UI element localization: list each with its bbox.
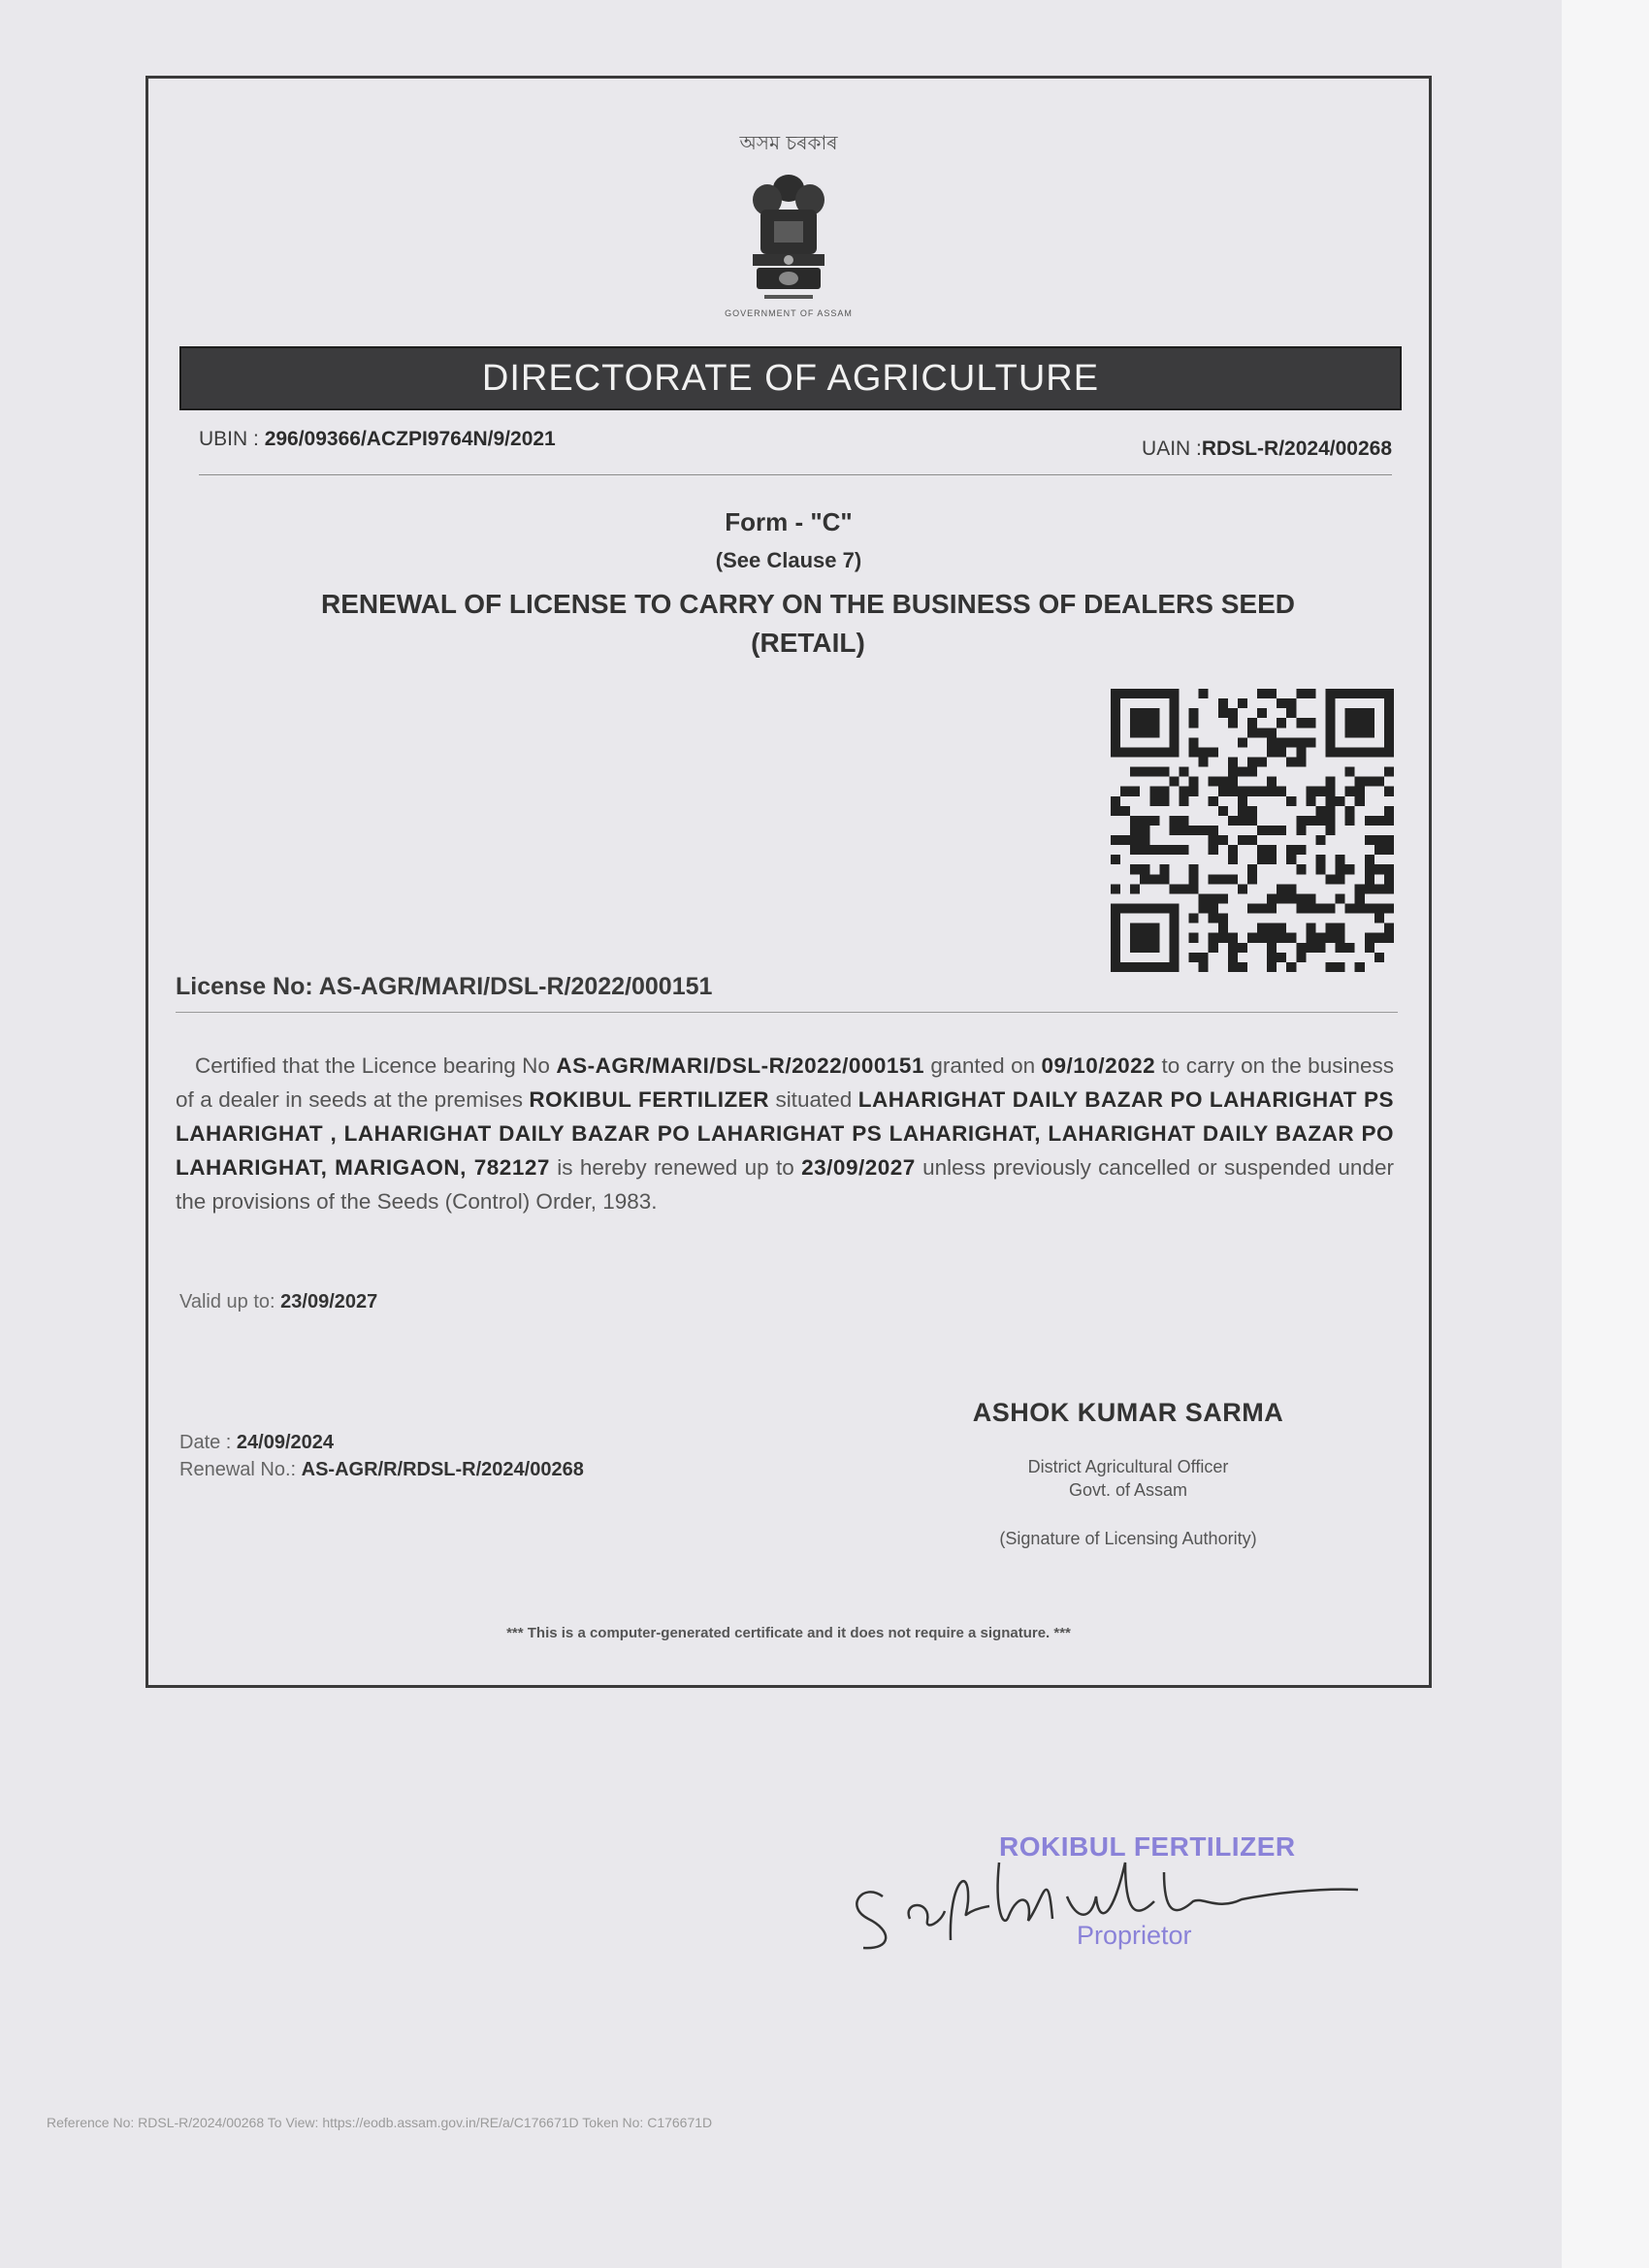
uain-label: UAIN : bbox=[1142, 437, 1202, 460]
cert-text: Certified that the Licence bearing No bbox=[195, 1053, 550, 1078]
government-header bbox=[148, 117, 1429, 318]
firm-stamp: ROKIBUL FERTILIZER bbox=[999, 1831, 1296, 1862]
uain bbox=[1142, 437, 1392, 461]
cert-granted-date: 09/10/2022 bbox=[1041, 1053, 1156, 1078]
certification-text bbox=[176, 1049, 1394, 1218]
qr-code-icon bbox=[1111, 686, 1394, 975]
cert-renewed-date: 23/09/2027 bbox=[801, 1155, 916, 1180]
issue-date-value: 24/09/2024 bbox=[236, 1432, 335, 1453]
form-clause: (See Clause 7) bbox=[715, 548, 862, 572]
ubin bbox=[199, 428, 556, 451]
authority-designation bbox=[915, 1455, 1342, 1502]
divider bbox=[176, 1012, 1398, 1013]
signature-caption: (Signature of Licensing Authority) bbox=[999, 1529, 1257, 1548]
license-label: License No: bbox=[176, 973, 313, 1000]
certificate-heading bbox=[207, 585, 1409, 663]
emblem-caption: GOVERNMENT OF ASSAM bbox=[725, 308, 853, 318]
issue-details bbox=[179, 1429, 584, 1483]
cert-text: unless previously cancelled or suspended under the provisions of the Seeds (Control) Order, 1983. bbox=[176, 1155, 1394, 1214]
computer-generated-note: *** This is a computer-generated certificate and it does not require a signature. *** bbox=[506, 1625, 1071, 1641]
assamese-title: অসম চৰকাৰ bbox=[739, 131, 838, 154]
cert-premises: ROKIBUL FERTILIZER bbox=[529, 1087, 769, 1112]
heading-line-2: (RETAIL) bbox=[751, 628, 865, 658]
renewal-number bbox=[179, 1456, 584, 1483]
renewal-value: AS-AGR/R/RDSL-R/2024/00268 bbox=[301, 1459, 584, 1480]
cert-text: situated bbox=[775, 1087, 853, 1112]
renewal-label: Renewal No.: bbox=[179, 1459, 297, 1480]
ubin-value: 296/09366/ACZPI9764N/9/2021 bbox=[264, 428, 556, 450]
department-banner: DIRECTORATE OF AGRICULTURE bbox=[179, 346, 1402, 410]
office-line: Govt. of Assam bbox=[1068, 1480, 1188, 1500]
license-number bbox=[176, 973, 712, 1001]
scan-margin bbox=[1562, 0, 1649, 2268]
issue-date bbox=[179, 1429, 584, 1456]
validity bbox=[179, 1291, 377, 1313]
designation-line: District Agricultural Officer bbox=[1027, 1457, 1229, 1476]
cert-text: to carry on the business of a dealer in seeds at the premises bbox=[176, 1053, 1394, 1112]
form-title: Form - "C" bbox=[725, 507, 853, 536]
validity-value: 23/09/2027 bbox=[280, 1291, 378, 1312]
licensing-authority bbox=[915, 1398, 1342, 1549]
cert-text: is hereby renewed up to bbox=[557, 1155, 794, 1180]
divider bbox=[199, 474, 1392, 475]
license-value: AS-AGR/MARI/DSL-R/2022/000151 bbox=[318, 973, 713, 1000]
ubin-label: UBIN : bbox=[199, 428, 259, 450]
cert-address: LAHARIGHAT DAILY BAZAR PO LAHARIGHAT PS LAHARIGHAT , LAHARIGHAT DAILY BAZAR PO LAHARIGHAT PS LAHARIGHAT, LAHARIGHAT DAILY BAZAR PO LAHARIGHAT, MARIGAON, 782127 bbox=[176, 1087, 1394, 1180]
validity-label: Valid up to: bbox=[179, 1291, 275, 1312]
cert-text: granted on bbox=[930, 1053, 1036, 1078]
certificate-frame bbox=[146, 76, 1432, 1688]
cert-license-no: AS-AGR/MARI/DSL-R/2022/000151 bbox=[556, 1053, 924, 1078]
reference-footer: Reference No: RDSL-R/2024/00268 To View: https://eodb.assam.gov.in/RE/a/C176671D Token No: C176671D bbox=[47, 2115, 713, 2130]
heading-line-1: RENEWAL OF LICENSE TO CARRY ON THE BUSINESS OF DEALERS SEED bbox=[321, 589, 1295, 619]
uain-value: RDSL-R/2024/00268 bbox=[1201, 437, 1392, 460]
authority-name: ASHOK KUMAR SARMA bbox=[972, 1398, 1284, 1427]
national-emblem-icon bbox=[735, 167, 842, 312]
proprietor-stamp: Proprietor bbox=[1077, 1921, 1192, 1950]
handwritten-signature bbox=[834, 1804, 1377, 1979]
issue-date-label: Date : bbox=[179, 1432, 232, 1453]
